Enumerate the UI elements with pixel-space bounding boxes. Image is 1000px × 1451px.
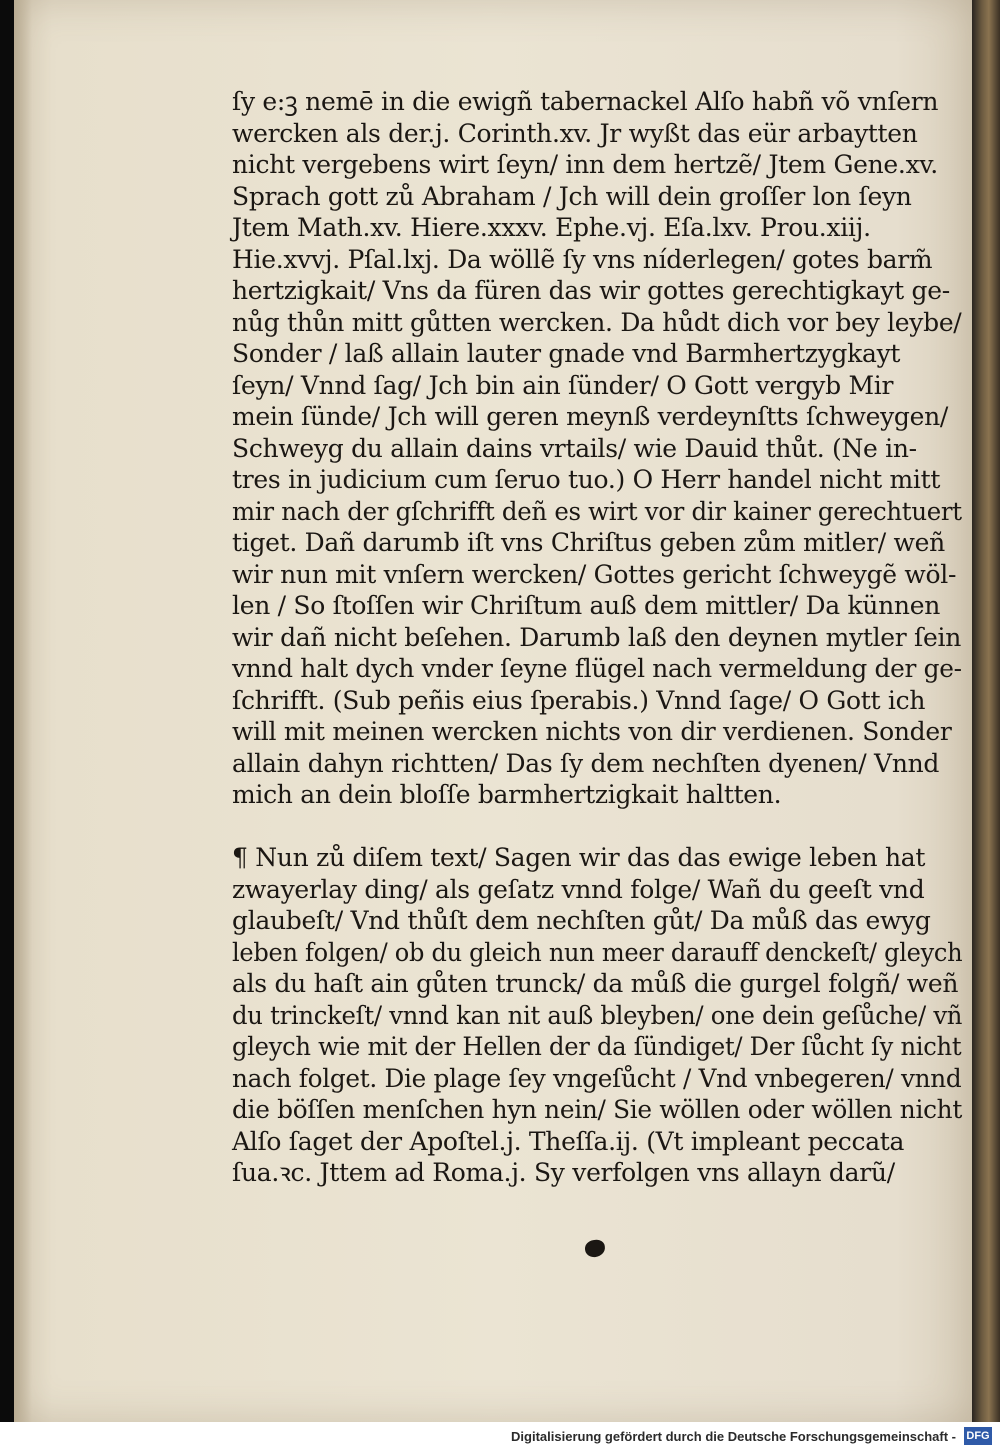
- text-line: die böſſen menſchen hyn nein/ Sie wöllen oder wöllen nicht: [232, 1095, 962, 1124]
- text-paragraph-1: [232, 86, 962, 811]
- text-line: vnnd halt dych vnder ſeyne flügel nach vermeldung der ge‑: [232, 654, 962, 683]
- text-line: glaubeſt/ Vnd thůſt dem nechſten gůt/ Da můß das ewyg: [232, 906, 931, 935]
- text-line: zwayerlay ding/ als geſatz vnnd folge/ Wañ du geeſt vnd: [232, 874, 925, 904]
- text-line: len / So ſtoſſen wir Chriſtum auß dem mittler/ Da künnen: [232, 591, 941, 620]
- text-line: du trinckeſt/ vnnd kan nit auß bleyben/ one dein geſůche/ vñ: [232, 1000, 963, 1030]
- text-line: hertzigkait/ Vns da füren das wir gottes gerechtigkayt ge‑: [232, 276, 950, 305]
- text-line: mein ſünde/ Jch will geren meynß verdeynſtts ſchweygen/: [232, 402, 949, 431]
- text-line: ſchrifft. (Sub peñis eius ſperabis.) Vnnd ſage/ O Gott ich: [232, 685, 926, 715]
- text-line: allain dahyn richtten/ Das ſy dem nechſten dyenen/ Vnnd: [232, 748, 940, 778]
- text-line: als du haſt ain gůten trunck/ da můß die gurgel folgñ/ weñ: [232, 969, 959, 998]
- book-edge-strip: [972, 0, 1000, 1422]
- text-paragraph-2: [232, 842, 962, 1189]
- dfg-logo: DFG: [964, 1427, 992, 1445]
- text-line: tiget. Dañ darumb iſt vns Chriſtus geben zům mitler/ weñ: [232, 528, 945, 557]
- text-line: will mit meinen wercken nichts von dir verdienen. Sonder: [232, 717, 952, 746]
- text-line: Sonder / laß allain lauter gnade vnd Barmhertzygkayt: [232, 339, 901, 368]
- text-line: nůg thůn mitt gůtten wercken. Da hůdt dich vor bey leybe/: [232, 307, 962, 337]
- text-line: Sprach gott zů Abraham / Jch will dein groſſer lon ſeyn: [232, 181, 912, 211]
- text-line: ¶ Nun zů diſem text/ Sagen wir das das ewige leben hat: [232, 843, 926, 872]
- text-line: Schweyg du allain dains vrtails/ wie Dauid thůt. (Ne in‑: [232, 433, 917, 463]
- text-line: wir nun mit vnſern wercken/ Gottes gericht ſchweygẽ wöl‑: [232, 559, 957, 589]
- text-line: mir nach der gſchrifft deñ es wirt vor dir kainer gerechtuert: [232, 496, 962, 526]
- text-line: mich an dein bloſſe barmhertzigkait haltten.: [232, 780, 782, 809]
- text-line: gleych wie mit der Hellen der da ſündiget/ Der ſůcht ſy nicht: [232, 1032, 962, 1061]
- text-line: nach folget. Die plage ſey vngeſůcht / Vnd vnbegeren/ vnnd: [232, 1063, 962, 1093]
- text-line: Hie.xvvj. Pſal.lxj. Da wöllẽ ſy vns nı́derlegen/ gotes barm̃: [232, 244, 933, 274]
- text-line: ſy e:ꝫ nemē in die ewigñ tabernackel Alſo habñ võ vnſern: [232, 87, 939, 116]
- text-line: leben folgen/ ob du gleich nun meer darauff denckeſt/ gleych: [232, 937, 963, 967]
- text-line: ſua.ꝛc. Jttem ad Roma.j. Sy verfolgen vns allayn darũ/: [232, 1158, 895, 1187]
- text-line: wir dañ nicht beſehen. Darumb laß den deynen mytler ſein: [232, 622, 962, 652]
- text-line: Jtem Math.xv. Hiere.xxxv. Ephe.vj. Eſa.lxv. Prou.xiij.: [232, 213, 871, 242]
- text-line: Alſo ſaget der Apoſtel.j. Theſſa.ij. (Vt impleant peccata: [232, 1126, 905, 1156]
- digitization-footer: [0, 1422, 1000, 1451]
- text-line: tres in judicium cum ſeruo tuo.) O Herr handel nicht mitt: [232, 465, 941, 494]
- funding-credit: Digitalisierung gefördert durch die Deutsche Forschungsgemeinschaft -: [511, 1429, 956, 1444]
- text-line: nicht vergebens wirt ſeyn/ inn dem hertzẽ/ Jtem Gene.xv.: [232, 150, 938, 179]
- page-gutter-shadow: [14, 0, 32, 1422]
- text-line: wercken als der.j. Corinth.xv. Jr wyßt das eür arbaytten: [232, 118, 918, 148]
- scan-backdrop-left: [0, 0, 14, 1451]
- text-line: ſeyn/ Vnnd ſag/ Jch bin ain ſünder/ O Gott vergyb Mir: [232, 370, 894, 400]
